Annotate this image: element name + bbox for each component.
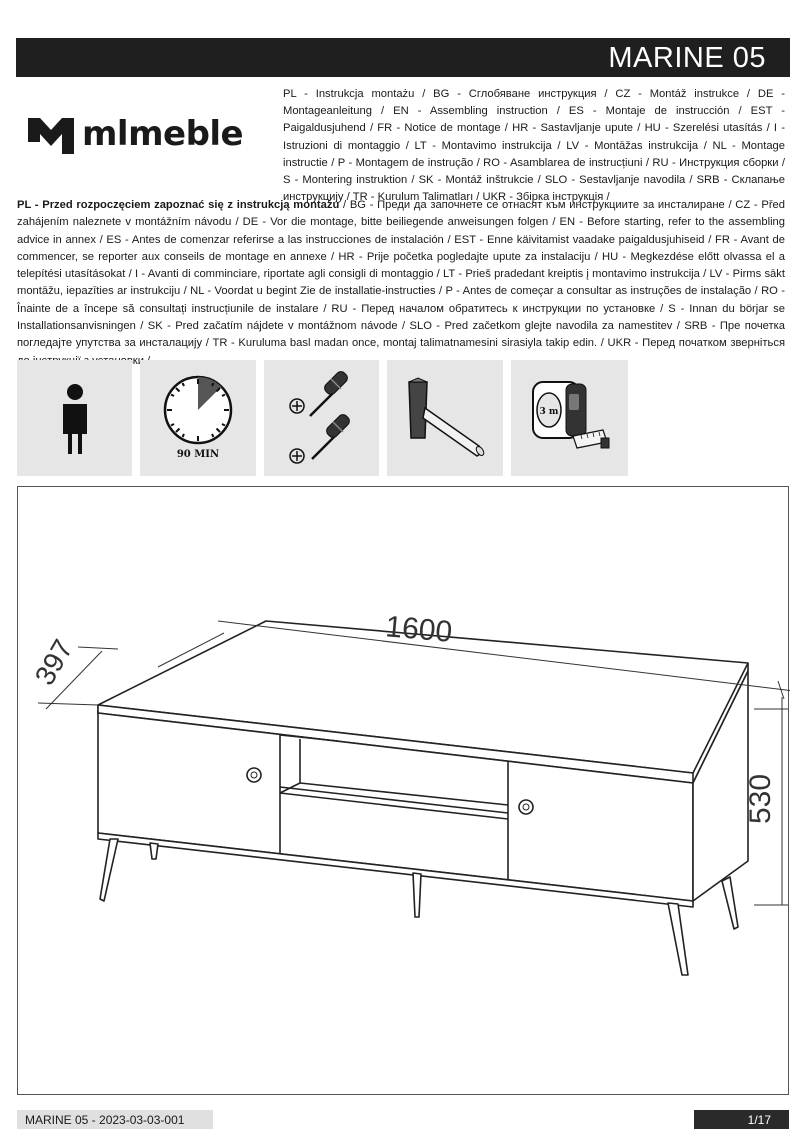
clock-icon — [140, 360, 256, 476]
doc-code: MARINE 05 - 2023-03-03-001 — [25, 1113, 185, 1127]
tool-panel-hammer — [387, 360, 503, 476]
instructions-languages: PL - Instrukcja montażu / BG - Сглобяване инструкция / CZ - Montáž instrukce / DE - Montageanleitung / EN - Assembling instruction / ES - Montaje de instrucción / EST - Paigaldusjuhend / FR - Notice de montage / HR - Sastavljanje upute / HU - Szerelési utasítás / I - Istruzioni di montaggio / LT - Montavimo instrukcija / LV - Montāžas instrukcija / NL - Montage instructie / P - Montagem de instrução / RO - Asamblarea de instrucțiuni / RU - Инструкция сборки / S - Montering instruktion / SK - Montáž inštrukcie / SLO - Sestavljanje navodila / SRB - Склапање инструкцију / TR - Kurulum Talimatları / UKR - Збірка інструкція / — [283, 88, 785, 204]
brand-logo — [28, 112, 243, 156]
footer-doc-code — [17, 1110, 213, 1129]
tape-label: 3 m — [539, 407, 559, 417]
brand-name: mlmeble — [82, 114, 244, 154]
intro-lead: PL - Przed rozpoczęciem zapoznać się z instrukcją montażu — [17, 199, 340, 211]
page-number: 1/17 — [747, 1113, 771, 1127]
height-dimension: 530 — [744, 773, 777, 825]
tool-panel-tape-measure — [511, 360, 628, 476]
depth-dimension: 397 — [28, 634, 79, 691]
brand-logo-icon — [28, 114, 74, 154]
time-label: 90 MIN — [176, 449, 220, 460]
hammer-icon — [387, 360, 503, 476]
product-title: MARINE 05 — [608, 42, 766, 74]
person-icon — [17, 360, 132, 476]
tool-panel-person — [17, 360, 132, 476]
width-dimension: 1600 — [384, 610, 454, 649]
screwdriver-icon — [264, 360, 379, 476]
intro-text: / BG - Преди да започнете се отнасят към инструкциите за инсталиране / CZ - Před zahájením naleznete v montážním návodu / DE - Vor die montage, bitte beiliegende anweisungen folgen / EN - Before starting, refer to the assembling advice in annex / ES - Antes de comenzar referirse a las instrucciones de instalación / EST - Enne käivitamist vaadake paigaldusjuhiseid / FR - Avant de commencer, se reporter aux conseils de montage en annexe / HR - Prije početka pogledajte upute za instalaciju / HU - Megkezdése előtt olvassa el a telepítési utasításokat / I - Avanti di comminciare, riportate agli consigli di montaggio / LT - Prieš pradedant kreiptis į montavimo instrukcija / LV - Pirms sākt montāžu, iepazīties ar instrukciju / NL - Voordat u begint Zie de installatie-instructies / P - Antes de começar a consultar as instruções de instalação / RO - Înainte de a începe să consultați instrucțiunile de instalare / RU - Перед началом обратитесь к инструкции по установке / S - Innan du börjar se Installationsanvisningen / SK - Pred začatím nájdete v montážnom návode / SLO - Pred začetkom glejte navodila za namestitev / SRB - Пре почетка погледајте упутства за инсталацију / TR - Kuruluma basl madan once, montaj talimatnamesini sirasiyla takip edin. / UKR - Перед початком зверніться — [17, 199, 785, 350]
intro-paragraph — [17, 197, 785, 370]
tool-panel-time — [140, 360, 256, 476]
furniture-drawing — [17, 486, 789, 1095]
title-bar — [16, 38, 790, 77]
tv-stand-diagram — [18, 487, 790, 1096]
footer-page — [694, 1110, 789, 1129]
tape-measure-icon — [511, 360, 628, 476]
tool-panel-screwdrivers — [264, 360, 379, 476]
